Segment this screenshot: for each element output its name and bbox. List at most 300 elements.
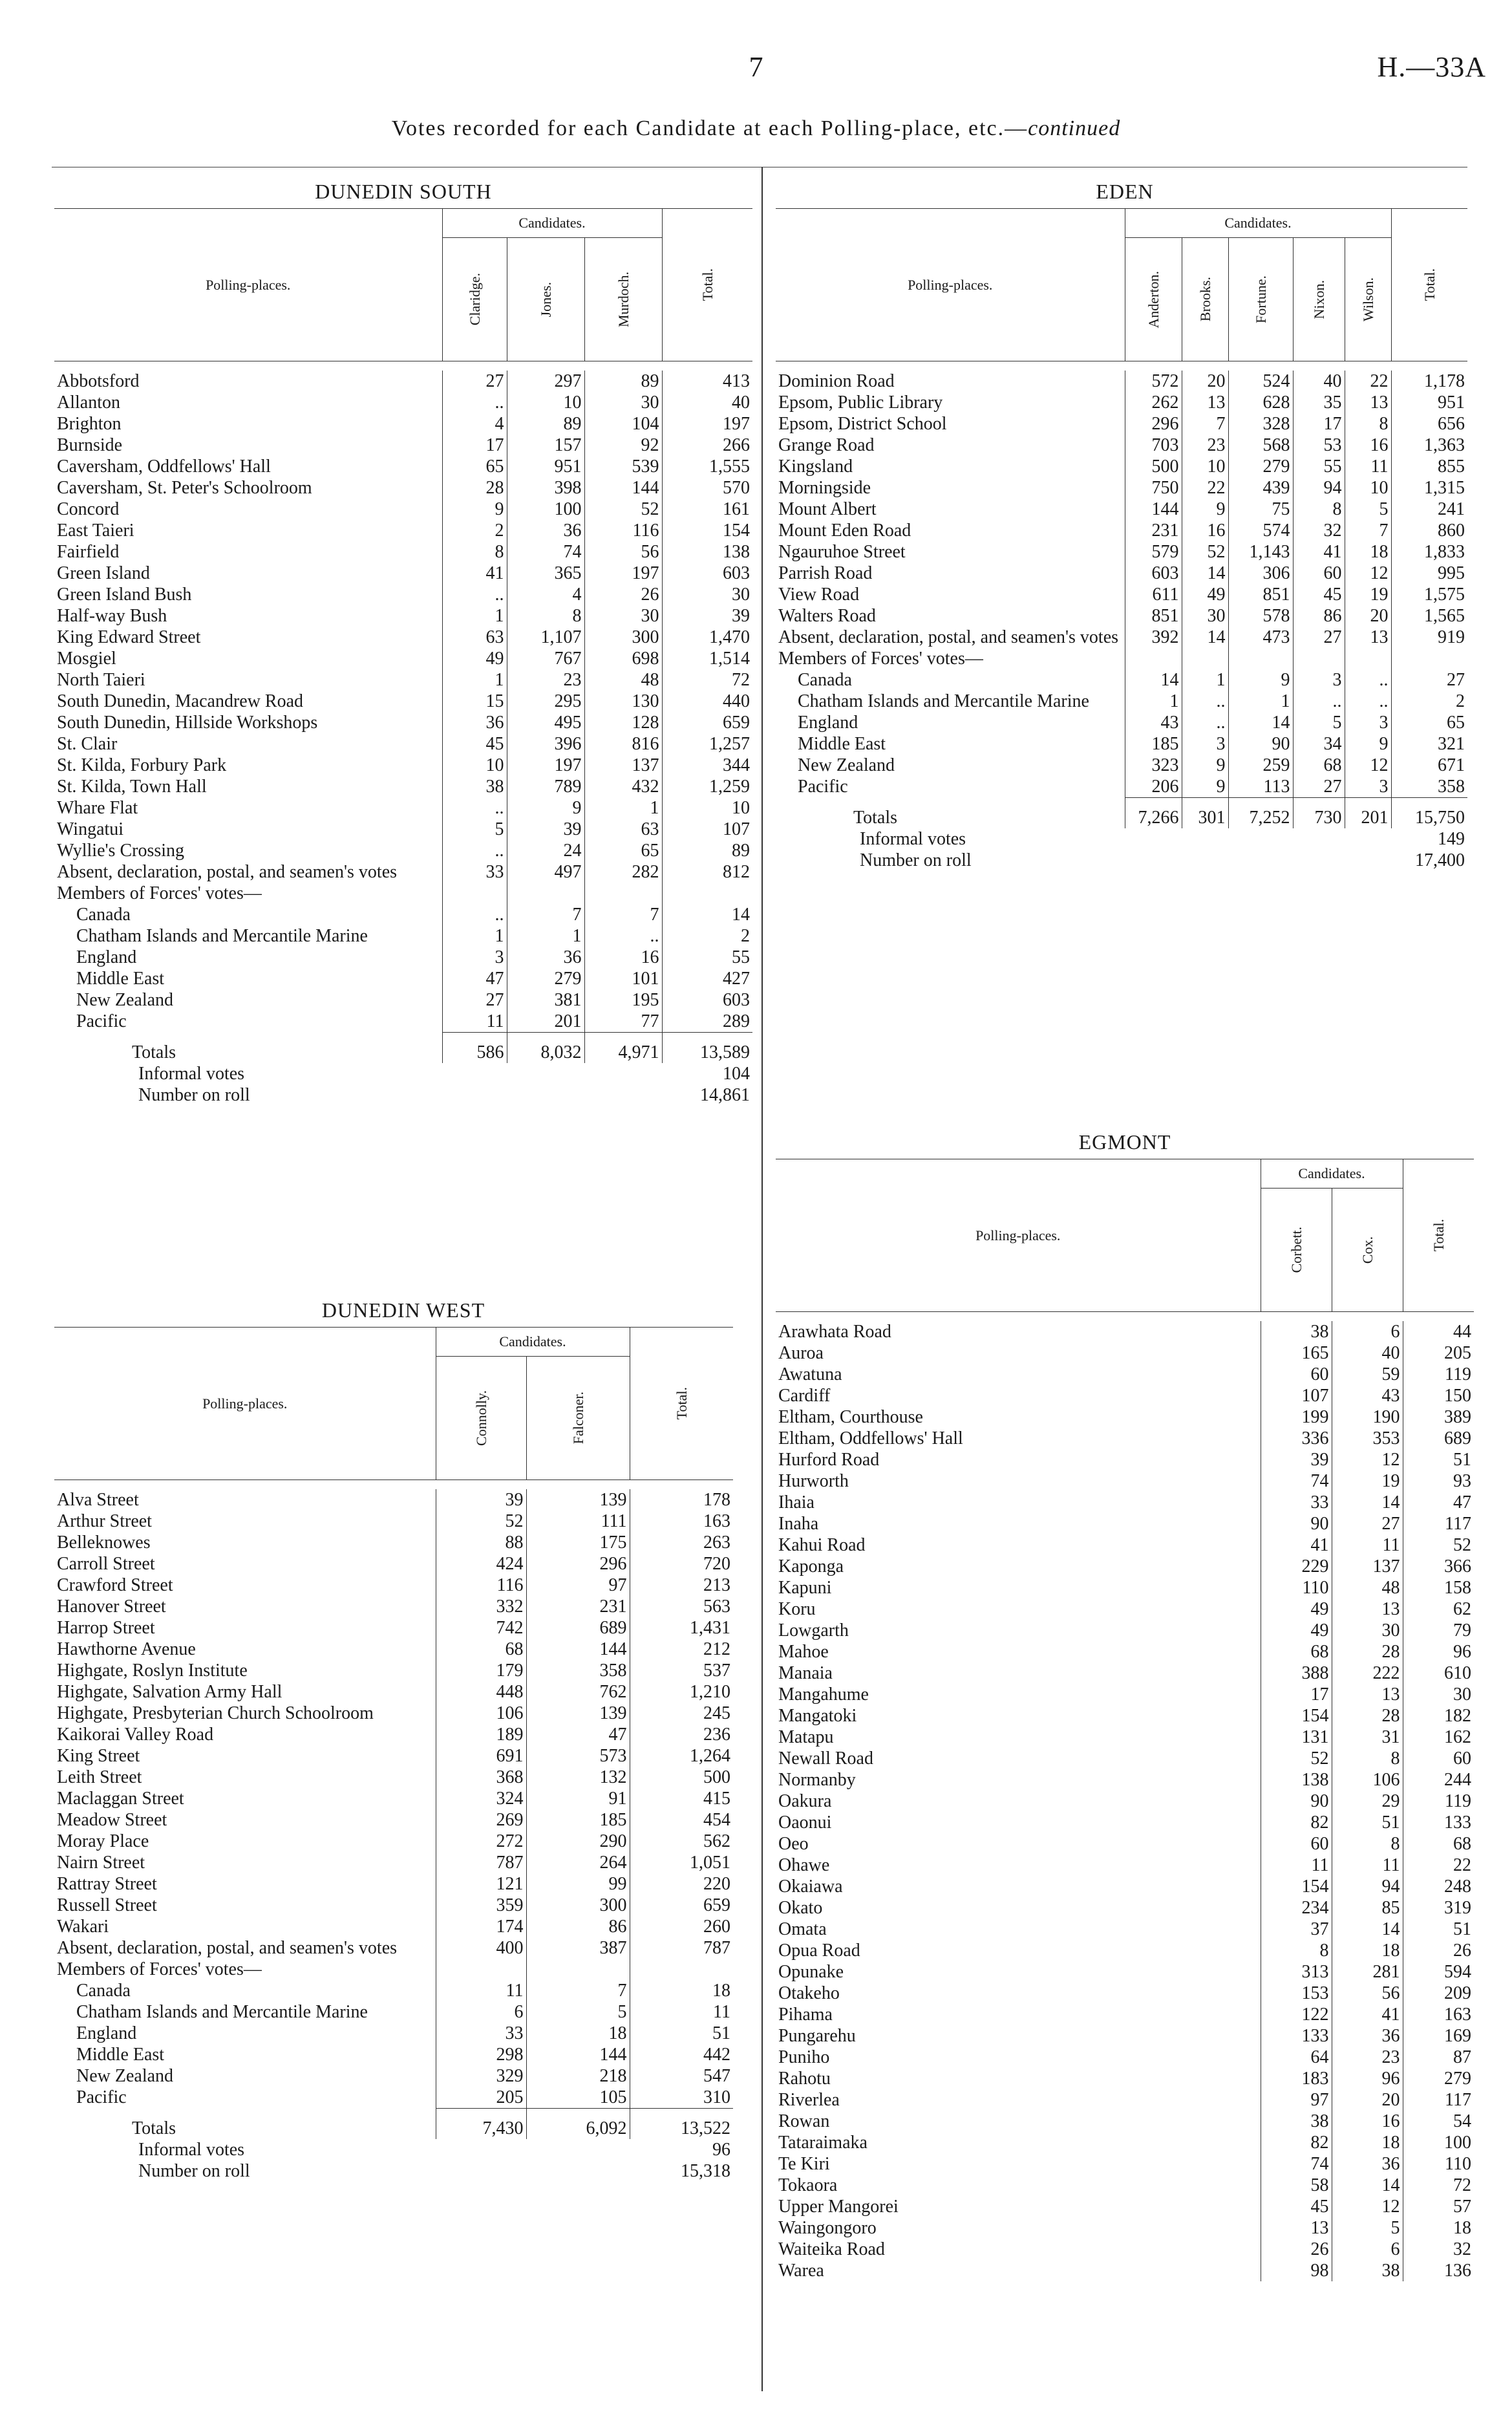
candidate-votes: 22 <box>1345 371 1391 392</box>
candidate-votes: 197 <box>507 755 584 776</box>
candidate-votes <box>1345 648 1391 669</box>
polling-place-name: Rattray Street <box>57 1874 157 1894</box>
candidate-votes: 14 <box>1182 563 1228 584</box>
candidate-votes: 703 <box>1125 435 1182 456</box>
candidate-votes: 41 <box>1332 2004 1403 2025</box>
table-row <box>54 1011 752 1033</box>
candidate-votes: 9 <box>1345 733 1391 755</box>
row-total: 32 <box>1403 2239 1474 2260</box>
table-row <box>54 413 752 435</box>
candidate-votes: 306 <box>1228 563 1293 584</box>
candidate-votes: 90 <box>1261 1513 1332 1534</box>
polling-place-name: Absent, declaration, postal, and seamen's votes <box>778 627 1119 647</box>
table-row <box>776 648 1467 669</box>
candidate-votes: 19 <box>1345 584 1391 605</box>
polling-place-name: Tataraimaka <box>778 2133 868 2153</box>
polling-place-name: Arawhata Road <box>778 1322 891 1342</box>
polling-place-name: Te Kiri <box>778 2154 830 2174</box>
polling-place-name: Wingatui <box>57 819 124 839</box>
candidate-votes: 37 <box>1261 1919 1332 1940</box>
row-total: 39 <box>662 605 752 627</box>
row-total: 1,555 <box>662 456 752 477</box>
table-row <box>776 1641 1474 1662</box>
candidate-votes: 750 <box>1125 477 1182 499</box>
row-total: 415 <box>630 1788 733 1809</box>
candidate-votes: 851 <box>1125 605 1182 627</box>
row-total: 279 <box>1403 2068 1474 2089</box>
polling-place-name: Morningside <box>778 478 871 498</box>
table-row <box>54 1852 733 1873</box>
candidate-votes: 8 <box>1261 1940 1332 1961</box>
total-header-label: Total. <box>673 1387 690 1420</box>
polling-place-name: Allanton <box>57 393 120 413</box>
candidates-header: Candidates. <box>1125 209 1391 238</box>
table-row <box>776 2175 1474 2196</box>
candidate-votes: 29 <box>1332 1791 1403 1812</box>
candidate-votes: 89 <box>584 371 662 392</box>
table-row <box>776 1620 1474 1641</box>
table-row <box>54 1873 733 1895</box>
candidate-votes: .. <box>442 584 507 605</box>
candidate-header <box>584 238 662 361</box>
row-total: 51 <box>1403 1449 1474 1470</box>
polling-place-name: Wyllie's Crossing <box>57 841 185 861</box>
totals-row <box>776 798 1467 829</box>
candidate-votes: 13 <box>1345 627 1391 648</box>
candidate-votes: 353 <box>1332 1428 1403 1449</box>
table-row <box>54 840 752 861</box>
candidate-total: 301 <box>1182 798 1228 829</box>
candidate-votes: 31 <box>1332 1727 1403 1748</box>
candidate-votes: 139 <box>526 1703 630 1724</box>
candidate-votes: 13 <box>1182 392 1228 413</box>
candidate-votes: 9 <box>1182 755 1228 776</box>
polling-place-name: Epsom, District School <box>778 414 947 434</box>
informal-votes-label: Informal votes <box>860 829 966 849</box>
candidate-votes: 4 <box>507 584 584 605</box>
candidate-header <box>1228 238 1293 361</box>
table-row <box>776 1406 1474 1428</box>
candidate-header <box>1182 238 1228 361</box>
row-total: 205 <box>1403 1342 1474 1364</box>
candidate-votes: 365 <box>507 563 584 584</box>
row-total: 30 <box>662 584 752 605</box>
candidate-votes: 578 <box>1228 605 1293 627</box>
candidate-header <box>526 1357 630 1480</box>
row-total: 860 <box>1391 520 1467 541</box>
candidate-votes: 122 <box>1261 2004 1332 2025</box>
candidate-votes: 190 <box>1332 1406 1403 1428</box>
table-row <box>54 1809 733 1831</box>
candidate-votes: 49 <box>1261 1620 1332 1641</box>
row-total: 500 <box>630 1767 733 1788</box>
table-row <box>54 1895 733 1916</box>
row-total: 212 <box>630 1639 733 1660</box>
candidate-votes: 56 <box>584 541 662 563</box>
polling-place-name: Green Island <box>57 563 150 583</box>
candidate-votes: 332 <box>436 1596 526 1617</box>
candidate-votes: 297 <box>507 371 584 392</box>
row-total: 1,178 <box>1391 371 1467 392</box>
row-total: 87 <box>1403 2047 1474 2068</box>
polling-place-name: Manaia <box>778 1663 833 1683</box>
total-header-label: Total. <box>699 268 716 301</box>
candidate-votes: 137 <box>584 755 662 776</box>
table-row <box>776 1556 1474 1577</box>
row-total: 562 <box>630 1831 733 1852</box>
candidate-votes: .. <box>1293 691 1345 712</box>
totals-row <box>54 1033 752 1064</box>
row-total: 62 <box>1403 1598 1474 1620</box>
candidate-votes: 432 <box>584 776 662 797</box>
row-total: 154 <box>662 520 752 541</box>
candidate-votes: 60 <box>1293 563 1345 584</box>
row-total: 440 <box>662 691 752 712</box>
polling-place-name: Hurford Road <box>778 1450 880 1470</box>
candidate-votes: 139 <box>526 1489 630 1511</box>
row-total: 161 <box>662 499 752 520</box>
candidate-votes: 573 <box>526 1745 630 1767</box>
candidate-votes: 131 <box>1261 1727 1332 1748</box>
polling-place-name: Canada <box>76 1981 131 2001</box>
polling-place-name: Crawford Street <box>57 1575 173 1595</box>
total-header <box>1391 209 1467 361</box>
candidate-votes: 1 <box>442 925 507 947</box>
table-row <box>54 755 752 776</box>
table-row <box>776 1598 1474 1620</box>
row-total: 1,315 <box>1391 477 1467 499</box>
candidate-votes: 58 <box>1261 2175 1332 2196</box>
polling-place-name: Caversham, St. Peter's Schoolroom <box>57 478 312 498</box>
candidates-header: Candidates. <box>436 1328 630 1357</box>
candidate-votes: 10 <box>442 755 507 776</box>
row-total: 659 <box>630 1895 733 1916</box>
candidate-votes: 53 <box>1293 435 1345 456</box>
table-row <box>54 520 752 541</box>
candidate-votes: 539 <box>584 456 662 477</box>
candidate-votes: 222 <box>1332 1662 1403 1684</box>
candidate-votes: 144 <box>526 2044 630 2065</box>
polling-places-header: Polling-places. <box>776 1159 1261 1312</box>
table-row <box>776 2004 1474 2025</box>
candidate-votes: 144 <box>526 1639 630 1660</box>
candidate-votes: 121 <box>436 1873 526 1895</box>
row-total: 72 <box>662 669 752 691</box>
candidate-votes: 82 <box>1261 2132 1332 2153</box>
row-total: 266 <box>662 435 752 456</box>
candidate-header <box>1332 1189 1403 1312</box>
polling-place-name: Middle East <box>76 969 165 989</box>
polling-place-name: Chatham Islands and Mercantile Marine <box>76 926 368 946</box>
table-row <box>776 1919 1474 1940</box>
polling-place-name: Koru <box>778 1599 816 1619</box>
candidate-votes <box>507 883 584 904</box>
row-total: 603 <box>662 989 752 1011</box>
candidate-votes: 11 <box>436 1980 526 2001</box>
table-row <box>54 712 752 733</box>
row-total: 60 <box>1403 1748 1474 1769</box>
candidate-name: Jones. <box>537 281 554 317</box>
candidate-votes: 99 <box>526 1873 630 1895</box>
polling-place-name: Grange Road <box>778 435 875 455</box>
polling-place-name: Hawthorne Avenue <box>57 1639 196 1659</box>
polling-place-name: Cardiff <box>778 1386 831 1406</box>
row-total: 321 <box>1391 733 1467 755</box>
table-row <box>776 2260 1474 2281</box>
candidate-votes: 16 <box>1182 520 1228 541</box>
table-row <box>776 1385 1474 1406</box>
row-total: 57 <box>1403 2196 1474 2217</box>
polling-place-name: England <box>798 713 858 733</box>
candidate-votes: 1 <box>1125 691 1182 712</box>
table-row <box>776 1364 1474 1385</box>
row-total: 358 <box>1391 776 1467 798</box>
candidate-votes: 34 <box>1293 733 1345 755</box>
candidate-votes: 86 <box>1293 605 1345 627</box>
table-row <box>54 925 752 947</box>
table-row <box>776 669 1467 691</box>
row-total: 133 <box>1403 1812 1474 1833</box>
row-total: 27 <box>1391 669 1467 691</box>
candidate-votes: 259 <box>1228 755 1293 776</box>
polling-place-name: Alva Street <box>57 1490 139 1510</box>
table-row <box>54 627 752 648</box>
table-row <box>54 1575 733 1596</box>
polling-place-name: Members of Forces' votes— <box>778 649 983 669</box>
candidate-votes: 88 <box>436 1532 526 1553</box>
polling-place-name: Oakura <box>778 1791 832 1811</box>
row-total: 812 <box>662 861 752 883</box>
candidate-votes: 12 <box>1332 2196 1403 2217</box>
candidate-name: Brooks. <box>1197 277 1213 322</box>
candidate-votes: 424 <box>436 1553 526 1575</box>
candidate-votes: 11 <box>1345 456 1391 477</box>
candidate-votes: 329 <box>436 2065 526 2087</box>
table-row <box>776 1321 1474 1342</box>
candidate-votes: 63 <box>584 819 662 840</box>
table-row <box>54 499 752 520</box>
polling-place-name: Whare Flat <box>57 798 138 818</box>
candidate-votes: 5 <box>1293 712 1345 733</box>
polling-place-name: England <box>76 2023 137 2043</box>
polling-place-name: Okaiawa <box>778 1877 843 1897</box>
candidate-votes: 272 <box>436 1831 526 1852</box>
candidate-votes: 13 <box>1345 392 1391 413</box>
totals-label: Totals <box>132 2118 176 2138</box>
row-total: 220 <box>630 1873 733 1895</box>
polling-place-name: Green Island Bush <box>57 585 192 605</box>
polling-place-name: Mahoe <box>778 1642 829 1662</box>
row-total: 197 <box>662 413 752 435</box>
table-row <box>776 2025 1474 2047</box>
candidate-votes: .. <box>442 840 507 861</box>
candidate-header <box>1261 1189 1332 1312</box>
row-total <box>662 883 752 904</box>
candidate-votes: 3 <box>1182 733 1228 755</box>
row-total: 260 <box>630 1916 733 1937</box>
candidate-votes: .. <box>442 392 507 413</box>
candidate-votes: 68 <box>1261 1641 1332 1662</box>
candidate-votes: 30 <box>1182 605 1228 627</box>
candidate-votes: 3 <box>442 947 507 968</box>
polling-place-name: Caversham, Oddfellows' Hall <box>57 457 271 477</box>
polling-place-name: Upper Mangorei <box>778 2197 899 2217</box>
candidate-votes: .. <box>584 925 662 947</box>
grand-total: 15,750 <box>1391 798 1467 829</box>
row-total: 389 <box>1403 1406 1474 1428</box>
candidate-votes: 400 <box>436 1937 526 1959</box>
row-total: 51 <box>630 2023 733 2044</box>
table-row <box>54 1937 733 1959</box>
totals-label: Totals <box>132 1042 176 1062</box>
candidate-votes: 18 <box>526 2023 630 2044</box>
candidate-votes: 132 <box>526 1767 630 1788</box>
candidate-votes: 36 <box>507 947 584 968</box>
row-total: 93 <box>1403 1470 1474 1492</box>
section-title: EGMONT <box>1078 1130 1171 1154</box>
candidate-votes: 33 <box>1261 1492 1332 1513</box>
candidate-votes: 65 <box>584 840 662 861</box>
row-total: 163 <box>1403 2004 1474 2025</box>
table-row <box>54 2044 733 2065</box>
candidate-name: Claridge. <box>466 273 483 326</box>
row-total: 594 <box>1403 1961 1474 1983</box>
candidate-votes: 64 <box>1261 2047 1332 2068</box>
candidate-votes: 787 <box>436 1852 526 1873</box>
row-total: 178 <box>630 1489 733 1511</box>
polling-place-name: Auroa <box>778 1343 824 1363</box>
candidate-votes: 572 <box>1125 371 1182 392</box>
candidate-votes: 14 <box>1182 627 1228 648</box>
candidate-votes: 175 <box>526 1532 630 1553</box>
candidate-votes: 7 <box>1345 520 1391 541</box>
number-on-roll-value: 14,861 <box>700 1085 750 1105</box>
candidate-votes: 205 <box>436 2087 526 2109</box>
table-row <box>54 904 752 925</box>
spacer-row <box>776 361 1467 371</box>
informal-votes-label: Informal votes <box>138 2140 245 2160</box>
row-total: 248 <box>1403 1876 1474 1897</box>
candidate-votes: 51 <box>1332 1812 1403 1833</box>
table-row <box>776 1684 1474 1705</box>
row-total: 263 <box>630 1532 733 1553</box>
candidate-votes: 262 <box>1125 392 1182 413</box>
candidate-votes: 32 <box>1293 520 1345 541</box>
table-row <box>54 1617 733 1639</box>
votes-table-eden <box>776 208 1467 871</box>
table-row <box>776 1983 1474 2004</box>
candidate-votes: 23 <box>1182 435 1228 456</box>
candidate-votes: 6 <box>436 2001 526 2023</box>
row-total: 72 <box>1403 2175 1474 2196</box>
candidate-votes: 7 <box>507 904 584 925</box>
candidate-votes: 52 <box>1182 541 1228 563</box>
candidate-votes: 5 <box>1345 499 1391 520</box>
polling-place-name: South Dunedin, Hillside Workshops <box>57 713 318 733</box>
table-row <box>54 1767 733 1788</box>
table-row <box>54 733 752 755</box>
candidate-votes: 568 <box>1228 435 1293 456</box>
candidate-votes: .. <box>1182 712 1228 733</box>
row-total: 158 <box>1403 1577 1474 1598</box>
table-row <box>54 392 752 413</box>
candidate-votes: 14 <box>1228 712 1293 733</box>
polling-place-name: South Dunedin, Macandrew Road <box>57 691 304 711</box>
candidate-votes <box>526 1959 630 1980</box>
candidate-votes: 269 <box>436 1809 526 1831</box>
candidate-votes: 12 <box>1332 1449 1403 1470</box>
candidate-votes: 65 <box>442 456 507 477</box>
table-row <box>776 1428 1474 1449</box>
table-row <box>54 776 752 797</box>
candidate-votes: 313 <box>1261 1961 1332 1983</box>
total-header <box>630 1328 733 1480</box>
polling-place-name: Belleknowes <box>57 1533 151 1553</box>
row-total: 537 <box>630 1660 733 1681</box>
row-total: 547 <box>630 2065 733 2087</box>
table-row <box>54 648 752 669</box>
candidate-votes: 16 <box>1332 2111 1403 2132</box>
row-total: 54 <box>1403 2111 1474 2132</box>
candidate-votes: 74 <box>1261 1470 1332 1492</box>
candidate-votes: 91 <box>526 1788 630 1809</box>
total-header-label: Total. <box>1421 268 1438 301</box>
candidate-votes: 300 <box>584 627 662 648</box>
table-row <box>776 1727 1474 1748</box>
page-title-continued: continued <box>1028 116 1121 140</box>
table-row <box>54 1916 733 1937</box>
candidate-votes: 611 <box>1125 584 1182 605</box>
candidate-votes: 628 <box>1228 392 1293 413</box>
candidate-votes: 89 <box>507 413 584 435</box>
polling-place-name: Mount Eden Road <box>778 521 911 541</box>
row-total: 1,363 <box>1391 435 1467 456</box>
candidate-votes: 17 <box>1261 1684 1332 1705</box>
candidate-votes: 328 <box>1228 413 1293 435</box>
table-row <box>776 541 1467 563</box>
candidate-votes: 105 <box>526 2087 630 2109</box>
table-row <box>776 2239 1474 2260</box>
candidate-header <box>442 238 507 361</box>
candidate-votes: 9 <box>442 499 507 520</box>
candidate-votes: 11 <box>442 1011 507 1033</box>
polling-place-name: Meadow Street <box>57 1810 167 1830</box>
table-row <box>776 477 1467 499</box>
candidate-votes: 39 <box>1261 1449 1332 1470</box>
candidate-votes: 10 <box>1182 456 1228 477</box>
polling-place-name: Kingsland <box>778 457 853 477</box>
candidate-votes: 15 <box>442 691 507 712</box>
row-total: 117 <box>1403 2089 1474 2111</box>
candidate-votes: 5 <box>526 2001 630 2023</box>
candidate-votes: 45 <box>1261 2196 1332 2217</box>
polling-place-name: Members of Forces' votes— <box>57 883 262 903</box>
candidate-votes: 116 <box>436 1575 526 1596</box>
candidate-votes: 8 <box>442 541 507 563</box>
total-header <box>662 209 752 361</box>
row-total: 610 <box>1403 1662 1474 1684</box>
polling-place-name: Highgate, Salvation Army Hall <box>57 1682 282 1702</box>
candidate-name: Wilson. <box>1359 277 1376 322</box>
candidate-votes: 14 <box>1332 1492 1403 1513</box>
table-row <box>776 563 1467 584</box>
candidate-votes: 3 <box>1293 669 1345 691</box>
informal-votes-value: 149 <box>1438 829 1465 849</box>
candidate-votes: 189 <box>436 1724 526 1745</box>
candidate-votes: 38 <box>1261 1321 1332 1342</box>
table-row <box>54 477 752 499</box>
candidate-votes: 279 <box>1228 456 1293 477</box>
